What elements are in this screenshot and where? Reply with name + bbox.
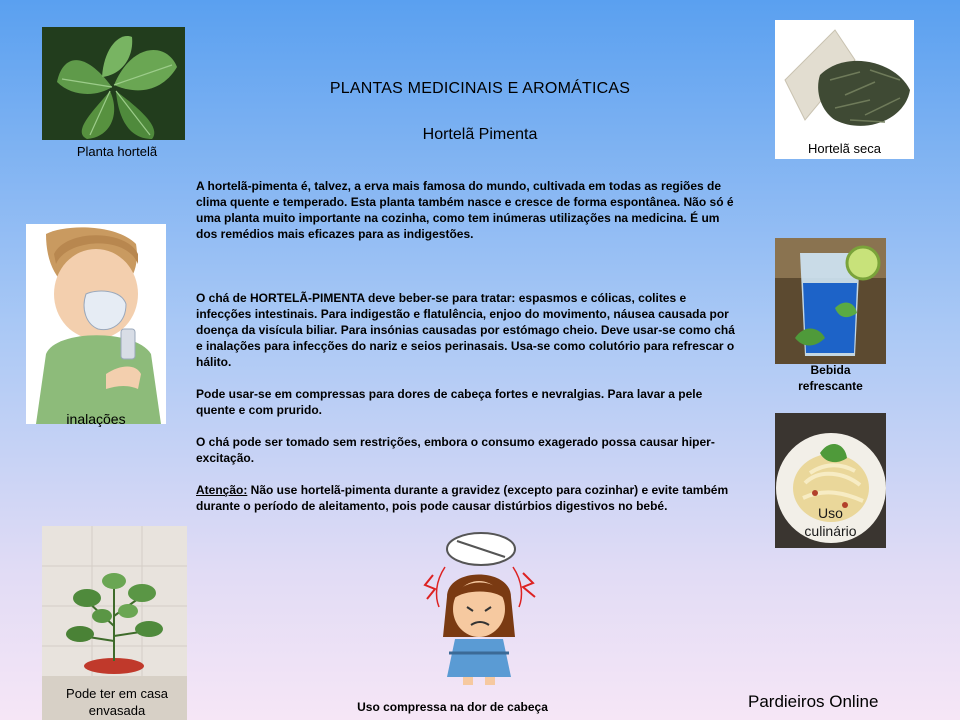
caption-compress: Uso compressa na dor de cabeça <box>357 700 548 714</box>
headache-illustration <box>405 527 553 687</box>
inhalation-illustration <box>26 224 166 424</box>
dried-mint-photo <box>775 20 914 159</box>
caption-culinary-line2: culinário <box>804 523 857 539</box>
caption-drink-line2: refrescante <box>798 379 863 393</box>
warning-label: Atenção: <box>196 483 248 497</box>
caption-potted-line2: envasada <box>88 703 146 718</box>
caption-inhalation: inalações <box>66 411 126 427</box>
caption-dried-mint: Hortelã seca <box>775 141 914 156</box>
caption-culinary-line1: Uso <box>818 505 843 521</box>
warning-text: Não use hortelã-pimenta durante a gravidez (excepto para cozinhar) e evite também durante o período de aleitamento, pois pode causar distúrbios digestivos no bebé. <box>196 483 729 513</box>
paragraph-intro: A hortelã-pimenta é, talvez, a erva mais famosa do mundo, cultivada em todas as regiões de clima quente e temperado. Esta planta também nasce e cresce de forma espontânea. Não só é uma planta muito importante na cozinha, como tem inúmeras utilizações na medicina. É um dos remédios mais eficazes para as indigestões. <box>196 179 734 241</box>
drink-photo <box>775 238 886 364</box>
footer-brand: Pardieiros Online <box>748 692 879 711</box>
article-body <box>196 178 741 530</box>
paragraph-restrictions: O chá pode ser tomado sem restrições, embora o consumo exagerado possa causar hiper-excitação. <box>196 435 715 465</box>
caption-mint-plant: Planta hortelã <box>76 144 158 159</box>
caption-potted-line1: Pode ter em casa <box>66 686 168 701</box>
paragraph-tea-uses: O chá de HORTELÃ-PIMENTA deve beber-se para tratar: espasmos e cólicas, colites e infecções intestinais. Para indigestão e flatulência, enjoo do movimento, náusea causada por doença da visícula biliar. Para insónias causadas por estómago cheio. Deve usar-se como chá e inalações para infecções do nariz e seios perinasais. Usa-se como colutório para refrescar o hálito. <box>196 291 735 369</box>
caption-drink-line1: Bebida <box>810 363 851 377</box>
page-subtitle: Hortelã Pimenta <box>422 126 538 143</box>
page-title: PLANTAS MEDICINAIS E AROMÁTICAS <box>329 80 631 97</box>
paragraph-warning <box>196 482 741 514</box>
mint-plant-photo <box>42 27 185 140</box>
paragraph-compress: Pode usar-se em compressas para dores de cabeça fortes e nevralgias. Para lavar a pele quente e com prurido. <box>196 387 703 417</box>
